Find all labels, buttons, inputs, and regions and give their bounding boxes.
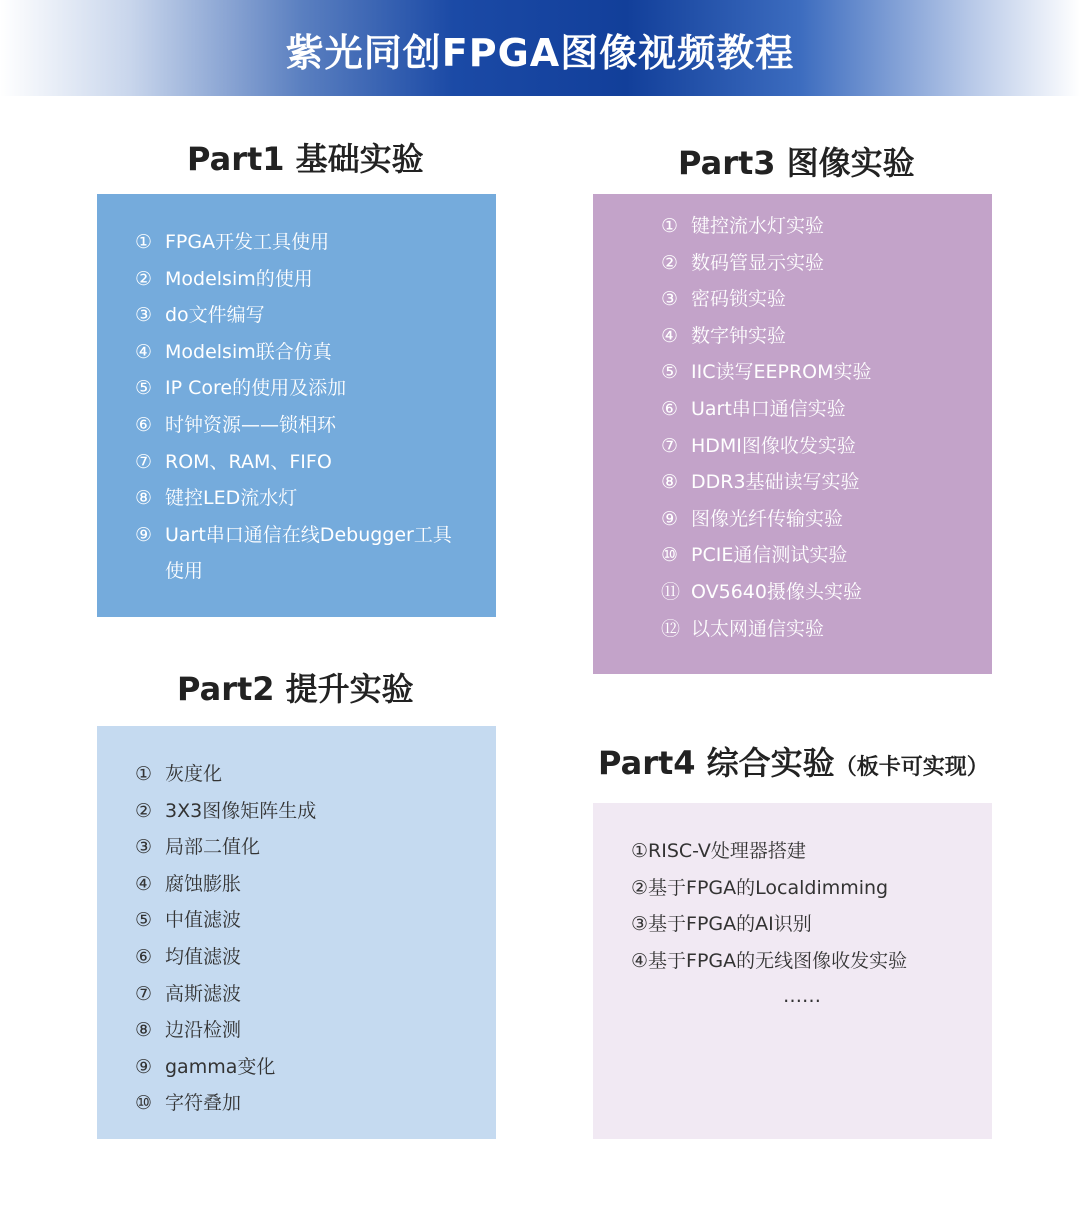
list-item: ⑧ 键控LED流水灯 (135, 487, 298, 510)
part3-title: Part3 图像实验 (678, 144, 915, 182)
list-item: ⑤ IP Core的使用及添加 (135, 377, 347, 400)
part1-list (135, 224, 475, 590)
list-item: ② Modelsim的使用 (135, 267, 313, 290)
list-item: ⑫ 以太网通信实验 (661, 617, 825, 640)
list-item: ①RISC-V处理器搭建 (631, 840, 806, 862)
list-item: ⑥ Uart串口通信实验 (661, 397, 846, 420)
more-ellipsis: …… (783, 985, 821, 1007)
list-item: ⑩ 字符叠加 (135, 1092, 242, 1115)
list-item: ⑦ ROM、RAM、FIFO (135, 450, 332, 473)
list-item: ① 键控流水灯实验 (661, 215, 825, 237)
list-item: ③基于FPGA的AI识别 (631, 913, 812, 936)
part4-card (593, 803, 992, 1139)
list-item: ⑨ Uart串口通信在线Debugger工具使用 (135, 523, 452, 583)
header-banner (0, 0, 1080, 96)
page-title: 紫光同创FPGA图像视频教程 (285, 31, 795, 75)
list-item: ④ 数字钟实验 (661, 324, 787, 347)
list-item: ②基于FPGA的Localdimming (631, 876, 889, 899)
part4-title-text: Part4 综合实验 (598, 744, 835, 782)
list-item: ④ Modelsim联合仿真 (135, 340, 332, 363)
list-item: ③ do文件编写 (135, 304, 265, 327)
list-item: ⑧ 边沿检测 (135, 1019, 242, 1042)
list-item: ⑦ 高斯滤波 (135, 982, 242, 1005)
list-item: ③ 局部二值化 (135, 836, 261, 859)
list-item: ⑨ gamma变化 (135, 1055, 276, 1078)
part1-card (97, 194, 496, 617)
list-item: ⑤ IIC读写EEPROM实验 (661, 361, 872, 384)
list-item: ⑪ OV5640摄像头实验 (661, 580, 862, 603)
part2-title: Part2 提升实验 (177, 670, 414, 708)
list-item: ④ 腐蚀膨胀 (135, 872, 242, 895)
list-item: ③ 密码锁实验 (661, 288, 787, 311)
list-item: ② 数码管显示实验 (661, 251, 825, 274)
list-item: ② 3X3图像矩阵生成 (135, 799, 317, 822)
list-item: ⑧ DDR3基础读写实验 (661, 471, 860, 494)
part3-card (593, 194, 992, 674)
part4-title-note: （板卡可实现） (834, 755, 989, 780)
list-item: ① 灰度化 (135, 763, 223, 785)
list-item: ⑨ 图像光纤传输实验 (661, 507, 844, 530)
list-item: ⑩ PCIE通信测试实验 (661, 544, 848, 567)
part1-title: Part1 基础实验 (187, 140, 424, 178)
list-item: ① FPGA开发工具使用 (135, 231, 330, 253)
part2-card (97, 726, 496, 1139)
list-item: ⑥ 均值滤波 (135, 945, 242, 968)
list-item: ④基于FPGA的无线图像收发实验 (631, 949, 908, 972)
part4-list (631, 833, 971, 979)
list-item: ⑦ HDMI图像收发实验 (661, 434, 856, 457)
list-item: ⑥ 时钟资源——锁相环 (135, 413, 337, 436)
part4-title (598, 738, 989, 784)
part3-list (661, 208, 981, 647)
part2-list (135, 756, 475, 1122)
list-item: ⑤ 中值滤波 (135, 909, 242, 932)
